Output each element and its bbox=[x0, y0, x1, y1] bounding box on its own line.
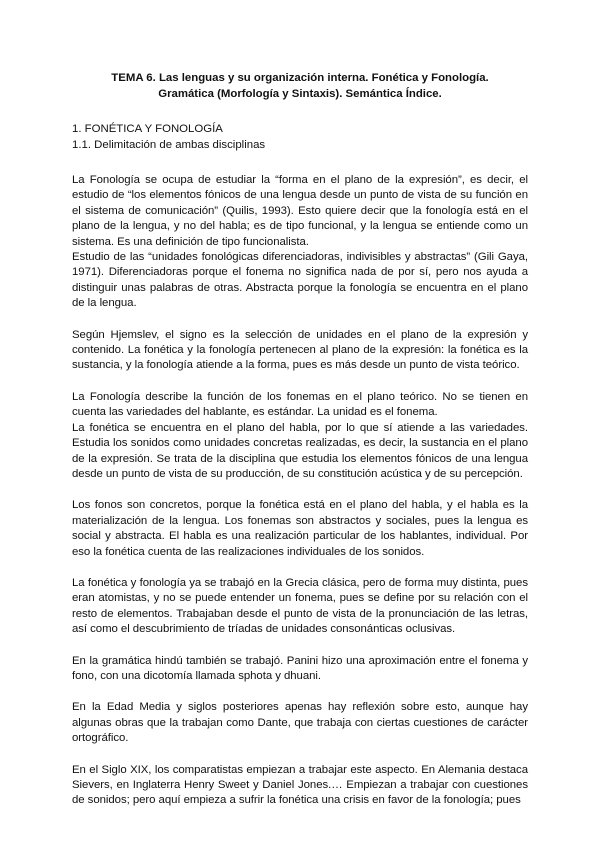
paragraph: En la Edad Media y siglos posteriores apenas hay reflexión sobre esto, aunque hay algunas obras que la trabajan como Dante, que trabaja con ciertas cuestiones de carácter ortográfico. bbox=[72, 701, 528, 745]
paragraph: Los fonos son concretos, porque la fonética está en el plano del habla, y el habla es la materialización de la lengua. Los fonemas son abstractos y sociales, pues la lengua es social y abstracta. El habla es una realización particular de los hablantes, individual. Por eso la fonética cuenta de las realizaciones individuales de los sonidos. bbox=[72, 499, 528, 558]
paragraph: La fonética se encuentra en el plano del habla, por lo que sí atiende a las variedades. Estudia los sonidos como unidades concretas realizadas, es decir, la sustancia en el plano de la expresión. Se trata de la disciplina que estudia los elementos fónicos de una lengua desde un punto de vista de su producción, de su constitución acústica y de su percepción. bbox=[72, 421, 528, 480]
section-heading: 1. FONÉTICA Y FONOLOGÍA bbox=[72, 123, 223, 135]
paragraph: Según Hjemslev, el signo es la selección de unidades en el plano de la expresión y contenido. La fonética y la fonología pertenecen al plano de la expresión: la fonética es la sustancia, y la fonología atiende a la forma, pues es más desde un punto de vista teórico. bbox=[72, 328, 528, 372]
paragraph: En la gramática hindú también se trabajó. Panini hizo una aproximación entre el fonema y fono, con una dicotomía llamada sphota y dhuani. bbox=[72, 654, 528, 682]
title-line-2: Gramática (Morfología y Sintaxis). Semántica Índice. bbox=[158, 88, 442, 100]
subsection-heading: 1.1. Delimitación de ambas disciplinas bbox=[72, 139, 266, 151]
document-title bbox=[72, 70, 528, 102]
paragraph: En el Siglo XIX, los comparatistas empiezan a trabajar este aspecto. En Alemania destaca Sievers, en Inglaterra Henry Sweet y Daniel Jones.… Empiezan a trabajar con cuestiones de sonidos; pero aquí empieza a sufrir la fonética una crisis en favor de la fonología; pues bbox=[72, 763, 528, 807]
title-line-1: TEMA 6. Las lenguas y su organización interna. Fonética y Fonología. bbox=[111, 72, 489, 84]
paragraph: Estudio de las “unidades fonológicas diferenciadoras, indivisibles y abstractas” (Gili Gaya, 1971). Diferenciadoras porque el fonema no significa nada de por sí, pero nos ayuda a distinguir unas palabras de otras. Abstracta porque la fonología se encuentra en el plano de la lengua. bbox=[72, 251, 528, 310]
paragraph: La fonética y fonología ya se trabajó en la Grecia clásica, pero de forma muy distinta, pues eran atomistas, y no se puede entender un fonema, pues se define por su relación con el resto de elementos. Trabajaban desde el punto de vista de la pronunciación de las letras, así como el descubrimiento de tríadas de unidades consonánticas oclusivas. bbox=[72, 576, 528, 636]
paragraph: La Fonología describe la función de los fonemas en el plano teórico. No se tienen en cuenta las variedades del hablante, es estándar. La unidad es el fonema. bbox=[72, 390, 528, 419]
paragraph: La Fonología se ocupa de estudiar la “forma en el plano de la expresión”, es decir, el estudio de “los elementos fónicos de una lengua desde un punto de vista de su función en el sistema de comunicación” (Quilis, 1993). Esto quiere decir que la fonología está en el plano de la lengua, y no del habla; es de tipo funcional, y la lengua se entiende como un sistema. Es una definición de tipo funcionalista. bbox=[72, 174, 528, 248]
